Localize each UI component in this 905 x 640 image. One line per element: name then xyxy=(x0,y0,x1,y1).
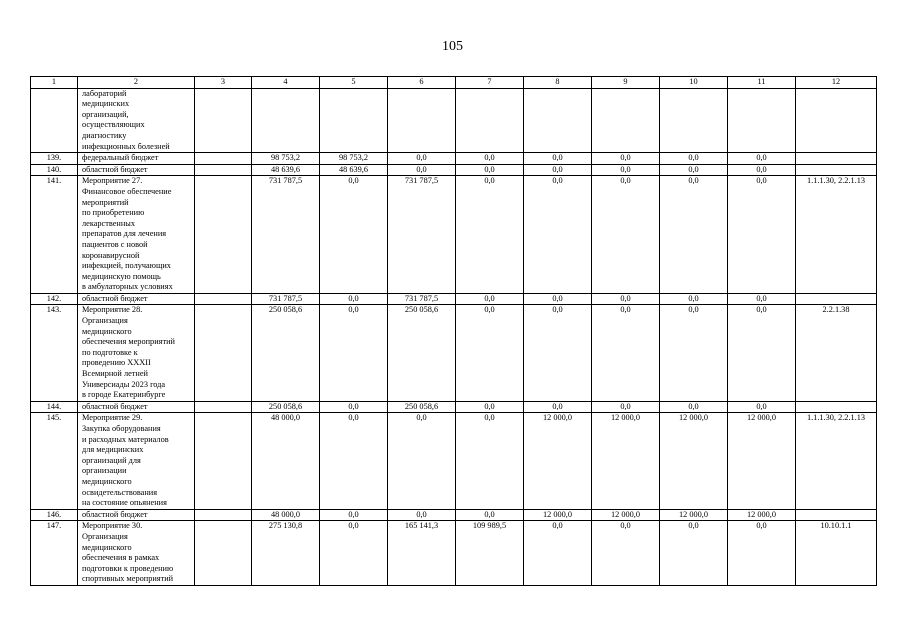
value-cell-c6: 731 787,5 xyxy=(388,293,456,305)
value-cell-c3 xyxy=(195,521,252,586)
value-cell-c9: 12 000,0 xyxy=(592,413,660,509)
value-cell-c3 xyxy=(195,153,252,165)
value-cell-c4: 48 000,0 xyxy=(252,509,320,521)
description-line: мероприятий xyxy=(82,197,129,207)
value-cell-c8: 0,0 xyxy=(524,401,592,413)
description-line: инфекционных болезней xyxy=(82,141,170,151)
value-cell-c4: 731 787,5 xyxy=(252,176,320,294)
value-cell-c6: 0,0 xyxy=(388,153,456,165)
table-header-row xyxy=(31,77,877,89)
table-row xyxy=(31,88,877,153)
column-header: 6 xyxy=(388,77,456,89)
value-cell-c8 xyxy=(524,88,592,153)
row-number-cell: 146. xyxy=(31,509,78,521)
value-cell-c9: 12 000,0 xyxy=(592,509,660,521)
value-cell-c10: 0,0 xyxy=(660,164,728,176)
description-line: организаций, xyxy=(82,109,129,119)
description-line: медицинских xyxy=(82,99,130,109)
column-header: 2 xyxy=(78,77,195,89)
column-header: 3 xyxy=(195,77,252,89)
value-cell-c3 xyxy=(195,88,252,153)
value-cell-c5: 0,0 xyxy=(320,176,388,294)
description-line: Всемирной летней xyxy=(82,369,148,379)
budget-table xyxy=(30,76,877,586)
table-row xyxy=(31,305,877,401)
value-cell-c7: 0,0 xyxy=(456,293,524,305)
value-cell-c11: 0,0 xyxy=(728,153,796,165)
value-cell-c11: 0,0 xyxy=(728,164,796,176)
value-cell-c8: 0,0 xyxy=(524,305,592,401)
value-cell-c3 xyxy=(195,293,252,305)
value-cell-c4: 98 753,2 xyxy=(252,153,320,165)
value-cell-c12 xyxy=(796,164,877,176)
value-cell-c9: 0,0 xyxy=(592,401,660,413)
value-cell-c11: 0,0 xyxy=(728,401,796,413)
column-header: 9 xyxy=(592,77,660,89)
value-cell-c11: 12 000,0 xyxy=(728,509,796,521)
description-line: Мероприятие 27. xyxy=(82,176,143,186)
row-number-cell: 147. xyxy=(31,521,78,586)
value-cell-c5: 0,0 xyxy=(320,293,388,305)
value-cell-c9: 0,0 xyxy=(592,176,660,294)
description-cell xyxy=(78,153,195,165)
description-line: медицинского xyxy=(82,476,132,486)
value-cell-c7: 0,0 xyxy=(456,176,524,294)
value-cell-c9: 0,0 xyxy=(592,153,660,165)
description-line: медицинского xyxy=(82,542,132,552)
value-cell-c10: 0,0 xyxy=(660,521,728,586)
value-cell-c3 xyxy=(195,401,252,413)
value-cell-c3 xyxy=(195,176,252,294)
value-cell-c8: 0,0 xyxy=(524,176,592,294)
description-line: по приобретению xyxy=(82,208,145,218)
description-line: Мероприятие 28. xyxy=(82,305,143,315)
column-header: 8 xyxy=(524,77,592,89)
description-line: областной бюджет xyxy=(82,164,148,174)
value-cell-c4 xyxy=(252,88,320,153)
table-row xyxy=(31,413,877,509)
value-cell-c9 xyxy=(592,88,660,153)
value-cell-c10: 0,0 xyxy=(660,305,728,401)
description-line: подготовки к проведению xyxy=(82,563,174,573)
value-cell-c12: 2.2.1.38 xyxy=(796,305,877,401)
value-cell-c4: 250 058,6 xyxy=(252,305,320,401)
value-cell-c3 xyxy=(195,164,252,176)
value-cell-c5: 0,0 xyxy=(320,521,388,586)
description-line: обеспечения в рамках xyxy=(82,553,160,563)
value-cell-c7: 0,0 xyxy=(456,413,524,509)
column-header: 12 xyxy=(796,77,877,89)
description-cell xyxy=(78,88,195,153)
description-line: осуществляющих xyxy=(82,120,145,130)
row-number-cell: 140. xyxy=(31,164,78,176)
description-cell xyxy=(78,305,195,401)
value-cell-c5: 0,0 xyxy=(320,413,388,509)
description-line: освидетельствования xyxy=(82,487,158,497)
value-cell-c10: 12 000,0 xyxy=(660,413,728,509)
value-cell-c7 xyxy=(456,88,524,153)
value-cell-c12 xyxy=(796,88,877,153)
value-cell-c9: 0,0 xyxy=(592,521,660,586)
value-cell-c6 xyxy=(388,88,456,153)
value-cell-c3 xyxy=(195,305,252,401)
value-cell-c12 xyxy=(796,509,877,521)
description-cell xyxy=(78,413,195,509)
table-row xyxy=(31,521,877,586)
table-row xyxy=(31,293,877,305)
description-line: областной бюджет xyxy=(82,401,148,411)
value-cell-c6: 250 058,6 xyxy=(388,401,456,413)
row-number-cell: 139. xyxy=(31,153,78,165)
column-header: 11 xyxy=(728,77,796,89)
value-cell-c5: 0,0 xyxy=(320,509,388,521)
page-number: 105 xyxy=(442,39,463,54)
description-line: проведению XXXII xyxy=(82,358,151,368)
row-number-cell: 141. xyxy=(31,176,78,294)
value-cell-c7: 0,0 xyxy=(456,509,524,521)
value-cell-c11: 12 000,0 xyxy=(728,413,796,509)
value-cell-c8: 12 000,0 xyxy=(524,413,592,509)
value-cell-c10: 0,0 xyxy=(660,293,728,305)
table-row xyxy=(31,401,877,413)
value-cell-c5: 0,0 xyxy=(320,305,388,401)
value-cell-c10 xyxy=(660,88,728,153)
value-cell-c4: 48 639,6 xyxy=(252,164,320,176)
description-cell xyxy=(78,401,195,413)
value-cell-c4: 275 130,8 xyxy=(252,521,320,586)
value-cell-c11: 0,0 xyxy=(728,176,796,294)
value-cell-c11: 0,0 xyxy=(728,305,796,401)
description-line: спортивных мероприятий xyxy=(82,574,174,584)
description-line: Мероприятие 29. xyxy=(82,413,143,423)
description-line: областной бюджет xyxy=(82,293,148,303)
table-row xyxy=(31,153,877,165)
value-cell-c10: 0,0 xyxy=(660,401,728,413)
value-cell-c11: 0,0 xyxy=(728,293,796,305)
value-cell-c7: 109 989,5 xyxy=(456,521,524,586)
description-line: по подготовке к xyxy=(82,347,138,357)
description-cell xyxy=(78,164,195,176)
value-cell-c7: 0,0 xyxy=(456,305,524,401)
value-cell-c6: 0,0 xyxy=(388,509,456,521)
value-cell-c12: 10.10.1.1 xyxy=(796,521,877,586)
description-line: коронавирусной xyxy=(82,250,140,260)
column-header: 7 xyxy=(456,77,524,89)
description-line: Мероприятие 30. xyxy=(82,521,143,531)
row-number-cell: 144. xyxy=(31,401,78,413)
value-cell-c4: 731 787,5 xyxy=(252,293,320,305)
description-line: организации xyxy=(82,466,127,476)
description-line: Финансовое обеспечение xyxy=(82,186,172,196)
description-line: и расходных материалов xyxy=(82,434,169,444)
value-cell-c5 xyxy=(320,88,388,153)
row-number-cell: 143. xyxy=(31,305,78,401)
column-header: 10 xyxy=(660,77,728,89)
value-cell-c11 xyxy=(728,88,796,153)
value-cell-c10: 0,0 xyxy=(660,153,728,165)
value-cell-c12: 1.1.1.30, 2.2.1.13 xyxy=(796,176,877,294)
description-cell xyxy=(78,293,195,305)
value-cell-c8: 0,0 xyxy=(524,164,592,176)
description-line: лекарственных xyxy=(82,218,136,228)
value-cell-c7: 0,0 xyxy=(456,164,524,176)
row-number-cell xyxy=(31,88,78,153)
description-line: инфекцией, получающих xyxy=(82,261,171,271)
description-line: пациентов с новой xyxy=(82,239,148,249)
value-cell-c12 xyxy=(796,401,877,413)
description-line: в городе Екатеринбурге xyxy=(82,390,166,400)
value-cell-c6: 165 141,3 xyxy=(388,521,456,586)
description-line: Универсиады 2023 года xyxy=(82,379,166,389)
value-cell-c6: 0,0 xyxy=(388,164,456,176)
description-cell xyxy=(78,521,195,586)
value-cell-c9: 0,0 xyxy=(592,305,660,401)
value-cell-c10: 12 000,0 xyxy=(660,509,728,521)
column-header: 1 xyxy=(31,77,78,89)
value-cell-c5: 98 753,2 xyxy=(320,153,388,165)
description-line: обеспечения мероприятий xyxy=(82,337,175,347)
table-row xyxy=(31,176,877,294)
description-line: организаций для xyxy=(82,455,141,465)
value-cell-c8: 0,0 xyxy=(524,521,592,586)
value-cell-c8: 0,0 xyxy=(524,153,592,165)
value-cell-c6: 250 058,6 xyxy=(388,305,456,401)
description-line: для медицинских xyxy=(82,445,144,455)
row-number-cell: 142. xyxy=(31,293,78,305)
value-cell-c3 xyxy=(195,413,252,509)
description-line: в амбулаторных условиях xyxy=(82,282,173,292)
value-cell-c4: 250 058,6 xyxy=(252,401,320,413)
value-cell-c12: 1.1.1.30, 2.2.1.13 xyxy=(796,413,877,509)
description-cell xyxy=(78,176,195,294)
table-row xyxy=(31,164,877,176)
value-cell-c6: 0,0 xyxy=(388,413,456,509)
column-header: 4 xyxy=(252,77,320,89)
description-line: федеральный бюджет xyxy=(82,153,159,163)
value-cell-c8: 12 000,0 xyxy=(524,509,592,521)
description-line: препаратов для лечения xyxy=(82,229,167,239)
value-cell-c10: 0,0 xyxy=(660,176,728,294)
column-header: 5 xyxy=(320,77,388,89)
description-line: медицинскую помощь xyxy=(82,271,161,281)
value-cell-c12 xyxy=(796,293,877,305)
value-cell-c7: 0,0 xyxy=(456,153,524,165)
description-line: диагностику xyxy=(82,130,127,140)
description-line: областной бюджет xyxy=(82,509,148,519)
value-cell-c4: 48 000,0 xyxy=(252,413,320,509)
value-cell-c8: 0,0 xyxy=(524,293,592,305)
description-cell xyxy=(78,509,195,521)
value-cell-c6: 731 787,5 xyxy=(388,176,456,294)
value-cell-c12 xyxy=(796,153,877,165)
value-cell-c5: 0,0 xyxy=(320,401,388,413)
description-line: на состояние опьянения xyxy=(82,498,167,508)
description-line: Закупка оборудования xyxy=(82,424,161,433)
value-cell-c11: 0,0 xyxy=(728,521,796,586)
value-cell-c5: 48 639,6 xyxy=(320,164,388,176)
value-cell-c9: 0,0 xyxy=(592,293,660,305)
value-cell-c7: 0,0 xyxy=(456,401,524,413)
description-line: лабораторий xyxy=(82,88,127,98)
row-number-cell: 145. xyxy=(31,413,78,509)
value-cell-c3 xyxy=(195,509,252,521)
description-line: Организация xyxy=(82,531,128,541)
value-cell-c9: 0,0 xyxy=(592,164,660,176)
description-line: медицинского xyxy=(82,326,132,336)
description-line: Организация xyxy=(82,316,128,326)
table-row xyxy=(31,509,877,521)
